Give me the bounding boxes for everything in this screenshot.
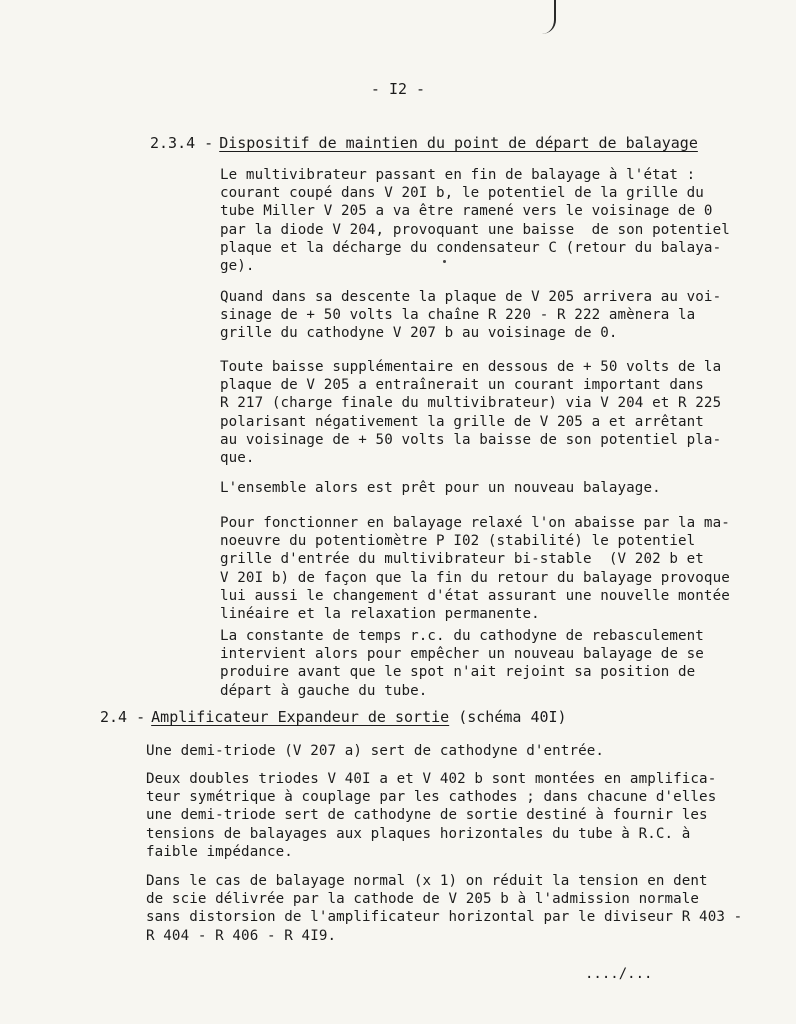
section-number: 2.3.4 - (150, 134, 214, 152)
section-heading-2-3-4 (150, 134, 698, 152)
page-number: - I2 - (370, 80, 426, 98)
section-heading-2-4 (100, 708, 567, 726)
paragraph: Dans le cas de balayage normal (x 1) on réduit la tension en dent de scie délivrée par la cathode de V 205 b à l'admission normale sans distorsion de l'amplificateur horizontal par le diviseur R 403 - R 404 - R 406 - R 4I9. (146, 873, 743, 944)
paragraph: Quand dans sa descente la plaque de V 205 arrivera au voi- sinage de + 50 volts la chaîne R 220 - R 222 amènera la grille du cathodyne V 207 b au voisinage de 0. (220, 289, 722, 342)
paragraph: Toute baisse supplémentaire en dessous de + 50 volts de la plaque de V 205 a entraînerait un courant important dans R 217 (charge finale du multivibrateur) via V 204 et R 225 polarisant négativement la grille de V 205 a et arrêtant au voisinage de + 50 volts la baisse de son potentiel pla- que. (220, 359, 722, 467)
paragraph: Pour fonctionner en balayage relaxé l'on abaisse par la ma- noeuvre du potentiomètre P I02 (stabilité) le potentiel grille d'entrée du multivibrateur bi-stable (V 202 b et V 20I b) de façon que la fin du retour du balayage provoque lui aussi le changement d'état assurant une nouvelle montée linéaire et la relaxation permanente. (220, 515, 730, 623)
paragraph: La constante de temps r.c. du cathodyne de rebasculement intervient alors pour empêcher un nouveau balayage de se produire avant que le spot n'ait rejoint sa position de départ à gauche du tube. (220, 628, 704, 699)
section-number: 2.4 - (100, 708, 146, 726)
section-title: Amplificateur Expandeur de sortie (151, 708, 450, 726)
section-title: Dispositif de maintien du point de départ de balayage (219, 134, 698, 152)
continuation-mark: ..../... (585, 966, 653, 982)
paragraph: Une demi-triode (V 207 a) sert de cathodyne d'entrée. (146, 743, 605, 759)
paragraph: L'ensemble alors est prêt pour un nouveau balayage. (220, 480, 661, 496)
pen-mark (540, 0, 556, 34)
paragraph: Deux doubles triodes V 40I a et V 402 b sont montées en amplifica- teur symétrique à couplage par les cathodes ; dans chacune d'elles une demi-triode sert de cathodyne de sortie destiné à fournir les tensions de balayages aux plaques horizontales du tube à R.C. à faible impédance. (146, 771, 717, 860)
paragraph: Le multivibrateur passant en fin de balayage à l'état : courant coupé dans V 20I b, le potentiel de la grille du tube Miller V 205 a va être ramené vers le voisinage de 0 par la diode V 204, provoquant une baisse de son potentiel plaque et la décharge du condensateur C (retour du balaya- ge). (220, 167, 730, 275)
section-title-suffix: (schéma 40I) (458, 708, 567, 726)
